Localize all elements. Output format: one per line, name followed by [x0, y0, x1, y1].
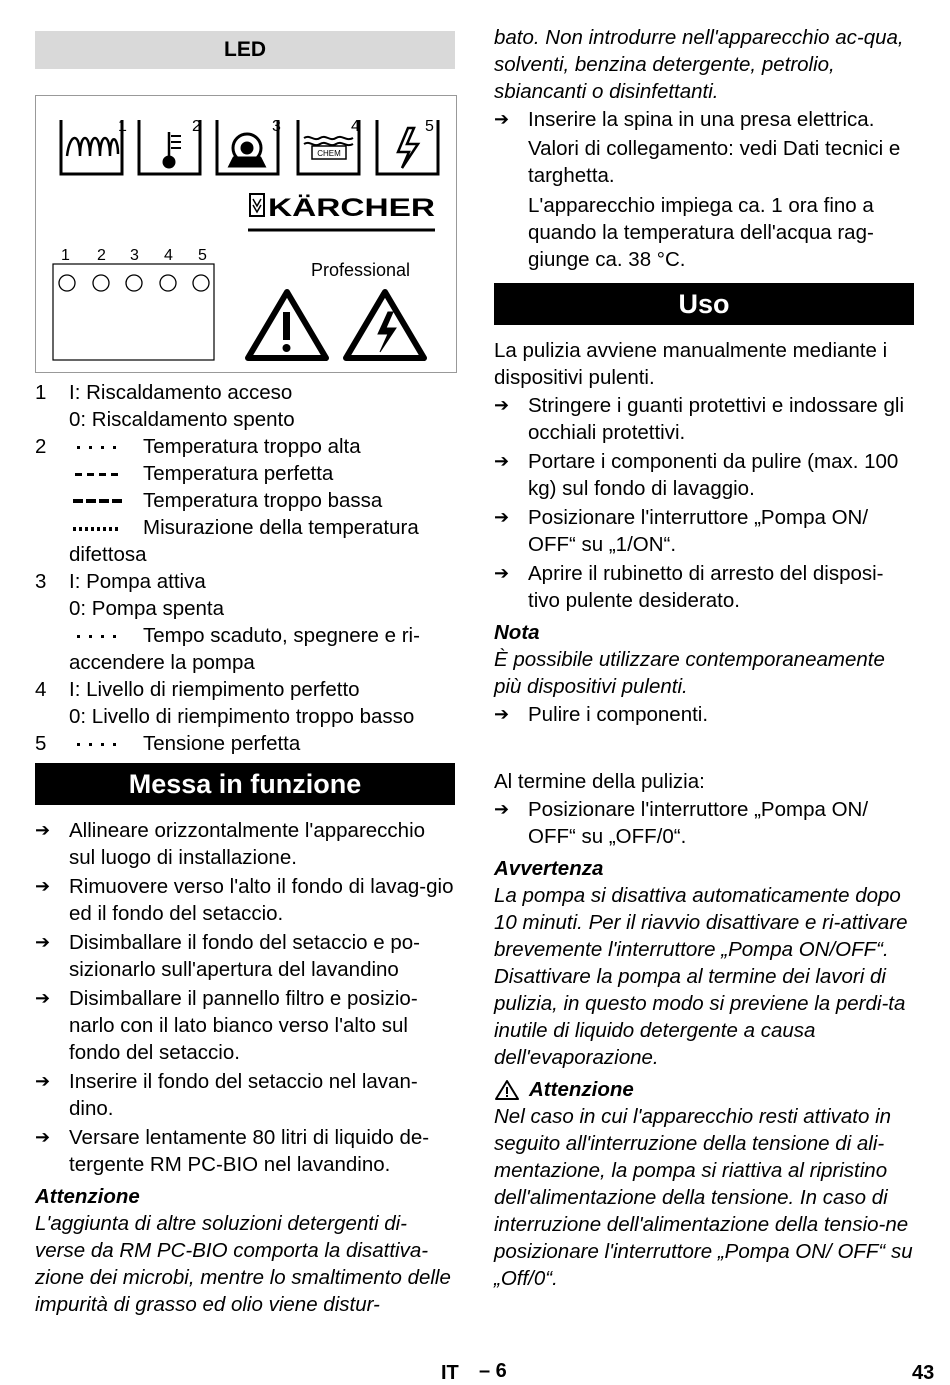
- arrow-bullet-icon: ➔: [494, 704, 510, 724]
- arrow-bullet-icon: ➔: [35, 1127, 51, 1147]
- arrow-bullet-icon: ➔: [494, 395, 510, 415]
- karcher-logo: KÄRCHER: [268, 194, 435, 222]
- arrow-bullet-icon: ➔: [494, 451, 510, 471]
- right-column: [494, 24, 914, 1292]
- chem-label: CHEM: [317, 149, 341, 158]
- led-indicators: [59, 275, 209, 291]
- list-item: ➔ Allineare orizzontalmente l'apparecchio sul luogo di installazione.: [35, 819, 426, 869]
- svg-text:4: 4: [164, 247, 173, 264]
- nota-title: Nota: [494, 621, 540, 644]
- heating-time: L'apparecchio impiega ca. 1 ora fino a quando la temperatura dell'acqua rag-giunge ca. 38 °C.: [528, 194, 874, 271]
- list-item: ➔ Stringere i guanti protettivi e indossare gli occhiali protettivi.: [494, 394, 905, 444]
- list-item: ➔ Rimuovere verso l'alto il fondo di lavag-gio ed il fondo del setaccio.: [35, 875, 454, 925]
- attenzione-text: L'aggiunta di altre soluzioni detergenti di-verse da RM PC-BIO comporta la disattiva-zione dei microbi, mentre lo smaltimento delle impurità di grasso ed olio viene distur-: [35, 1212, 451, 1316]
- list-item: ➔ Posizionare l'interruttore „Pompa ON/ OFF“ su „OFF/0“.: [494, 798, 869, 848]
- uso-intro: La pulizia avviene manualmente mediante i dispositivi pulenti.: [494, 339, 888, 389]
- led-blinking-medium-icon: [69, 460, 143, 487]
- professional-label: Professional: [311, 260, 411, 280]
- arrow-bullet-icon: ➔: [35, 876, 51, 896]
- list-item: ➔ Inserire la spina in una presa elettrica.: [494, 108, 875, 131]
- list-item: ➔ Disimballare il fondo del setaccio e po-sizionarlo sull'apertura del lavandino: [35, 931, 420, 981]
- list-item: ➔ Disimballare il pannello filtro e posizio-narlo con il lato bianco verso l'alto sul fondo del setaccio.: [35, 987, 418, 1064]
- attenzione-2-title: Attenzione: [529, 1078, 634, 1101]
- arrow-bullet-icon: ➔: [35, 988, 51, 1008]
- led-blinking-slow-icon: [69, 433, 143, 460]
- list-item: ➔ Versare lentamente 80 litri di liquido de-tergente RM PC-BIO nel lavandino.: [35, 1126, 430, 1176]
- svg-text:1: 1: [61, 247, 70, 264]
- arrow-bullet-icon: ➔: [494, 563, 510, 583]
- avvertenza-text-2: Disattivare la pompa al termine dei lavori di pulizia, in questo modo si previene la perdi-ta inutile di liquido detergente a causa dell'evaporazione.: [494, 965, 906, 1069]
- list-item: ➔ Posizionare l'interruttore „Pompa ON/ OFF“ su „1/ON“.: [494, 506, 869, 556]
- uso-steps: [494, 392, 914, 614]
- termine-text: Al termine della pulizia:: [494, 770, 705, 793]
- svg-text:5: 5: [198, 247, 207, 264]
- svg-text:1: 1: [118, 118, 127, 135]
- svg-text:3: 3: [272, 118, 281, 135]
- language-code: IT: [441, 1362, 459, 1384]
- list-item: ➔ Portare i componenti da pulire (max. 100 kg) sul fondo di lavaggio.: [494, 450, 899, 500]
- led-blinking-slow-icon: [69, 730, 143, 757]
- svg-text:3: 3: [130, 247, 139, 264]
- control-panel-illustration: [35, 95, 457, 373]
- led-blinking-fast-icon: [69, 514, 143, 541]
- led-legend: 1 I: Riscaldamento acceso 0: Riscaldamento spento 2 Temperatura troppo alta Temperatura perfetta Temperatura troppo bassa Misurazione della temperatura difettosa 3 I: Pompa attiva 0: Pompa spenta Tempo scaduto, spegnere e ri- accendere la pompa 4 I: Livello di riempimento perfetto 0: Livello di riempimento troppo basso 5 Tensione perfetta: [35, 381, 420, 755]
- arrow-bullet-icon: ➔: [35, 820, 51, 840]
- svg-text:4: 4: [351, 118, 360, 135]
- svg-text:2: 2: [192, 118, 201, 135]
- led-blinking-slow-icon: [69, 622, 143, 649]
- warning-triangle-icon: [494, 1079, 520, 1101]
- arrow-bullet-icon: ➔: [494, 109, 510, 129]
- attenzione-title: Attenzione: [35, 1185, 140, 1208]
- continued-text: bato. Non introdurre nell'apparecchio ac-qua, solventi, benzina detergente, petrolio, sbiancanti o disinfettanti.: [494, 26, 904, 103]
- avvertenza-title: Avvertenza: [494, 857, 604, 880]
- avvertenza-text-1: La pompa si disattiva automaticamente dopo 10 minuti. Per il riavvio disattivare e ri-attivare brevemente l'interruttore „Pompa ON/OFF“.: [494, 884, 908, 961]
- control-panel-drawing: [36, 96, 456, 372]
- list-item: ➔ Pulire i componenti.: [494, 703, 709, 726]
- uso-header: Uso: [494, 283, 914, 325]
- arrow-bullet-icon: ➔: [35, 932, 51, 952]
- led-section-header: LED: [35, 31, 455, 69]
- svg-text:2: 2: [97, 247, 106, 264]
- attenzione-2-text: Nel caso in cui l'apparecchio resti attivato in seguito all'interruzione della tensione di ali-mentazione, la pompa si riattiva al ripristino dell'alimentazione della tensione. In caso di interruzione dell'alimentazione della tensio-ne posizionare l'interruttore „Pompa ON/ OFF“ su „Off/0“.: [494, 1105, 913, 1290]
- nota-text: È possibile utilizzare contemporaneamente più dispositivi pulenti.: [494, 648, 885, 698]
- arrow-bullet-icon: ➔: [494, 799, 510, 819]
- led-blinking-long-icon: [69, 487, 143, 514]
- setup-steps: [35, 817, 455, 1178]
- arrow-bullet-icon: ➔: [494, 507, 510, 527]
- svg-text:5: 5: [425, 118, 434, 135]
- chem-level-icon: [298, 120, 359, 174]
- arrow-bullet-icon: ➔: [35, 1071, 51, 1091]
- left-column: [35, 31, 455, 1318]
- list-item: ➔ Inserire il fondo del setaccio nel lavan-dino.: [35, 1070, 418, 1120]
- page-number: 43: [912, 1362, 935, 1384]
- list-item: ➔ Aprire il rubinetto di arresto del disposi-tivo pulente desiderato.: [494, 562, 884, 612]
- connection-values: Valori di collegamento: vedi Dati tecnici e targhetta.: [528, 137, 901, 187]
- page-sub-number: – 6: [479, 1360, 507, 1382]
- attenzione-2-heading: [494, 1076, 914, 1103]
- messa-in-funzione-header: Messa in funzione: [35, 763, 455, 805]
